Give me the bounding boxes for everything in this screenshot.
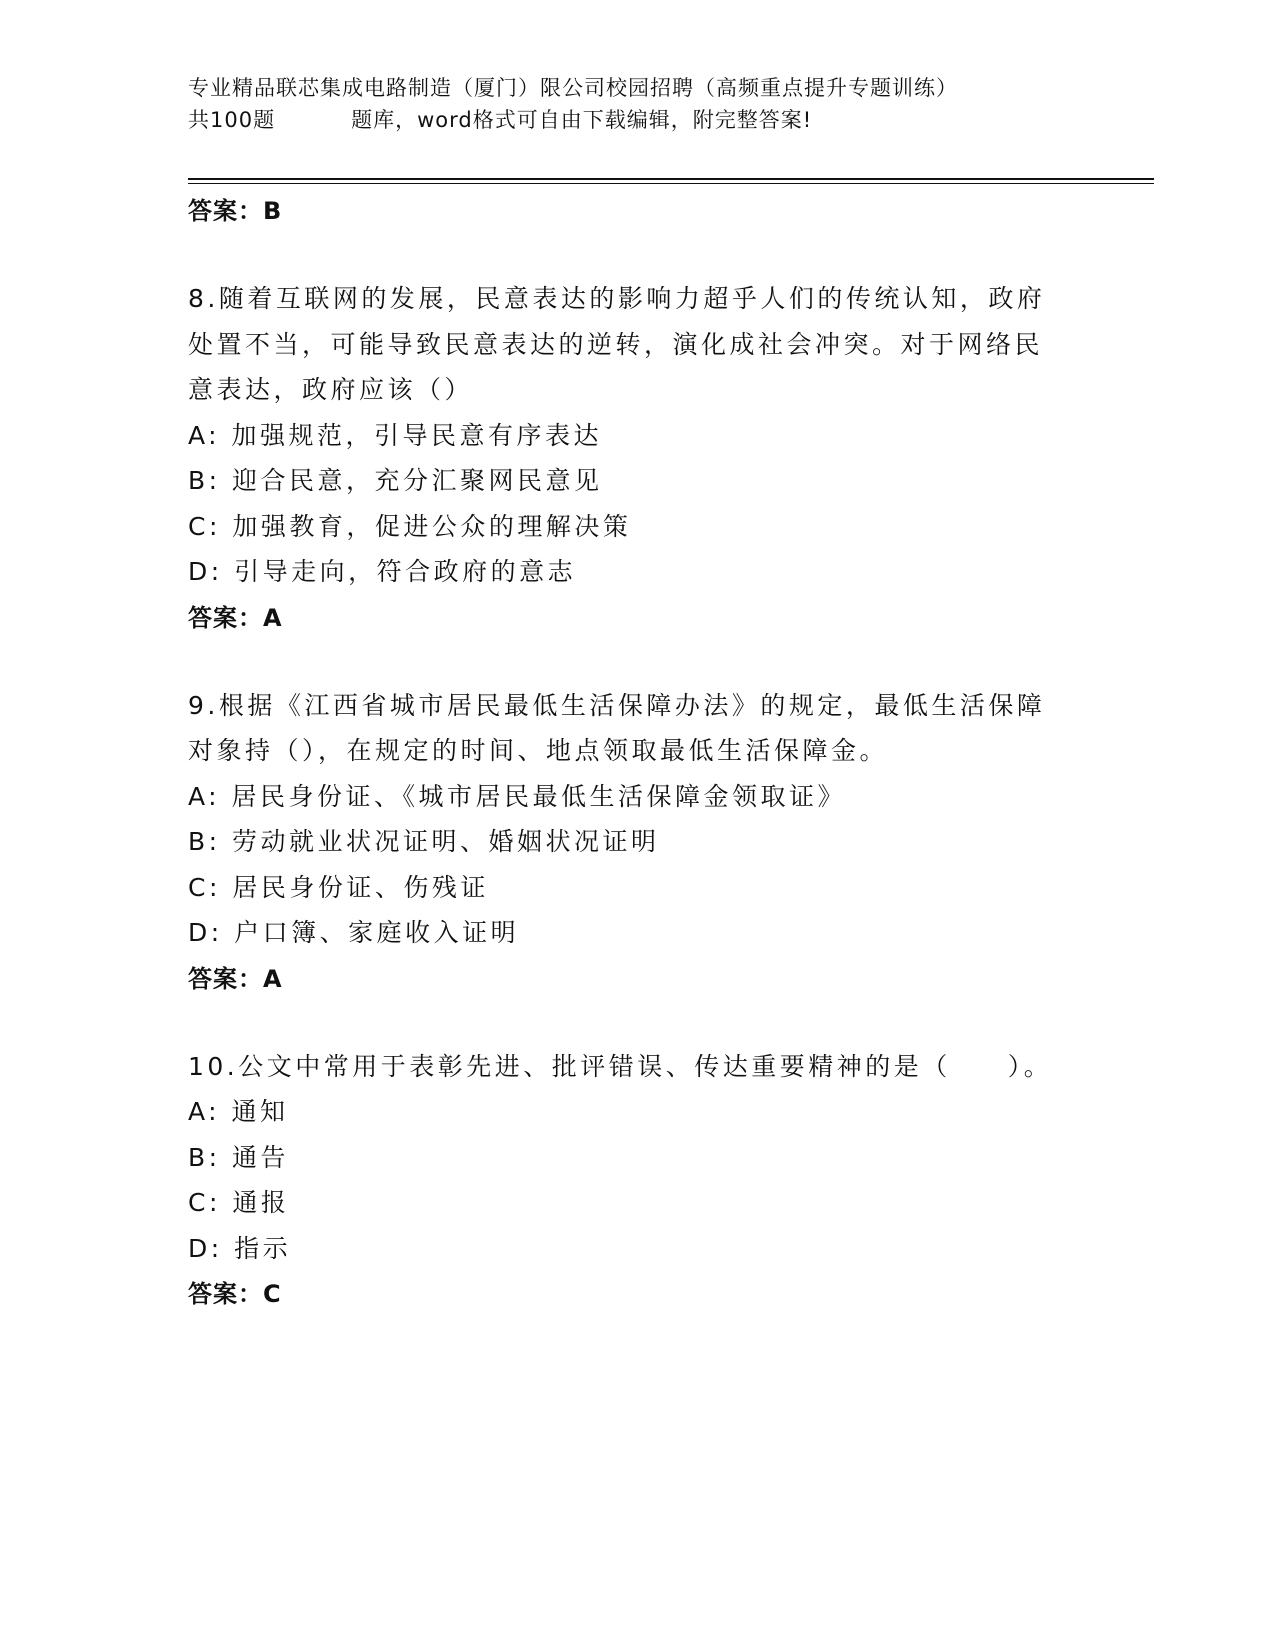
question-8-option-c: C: 加强教育，促进公众的理解决策 [188,511,632,541]
question-9 [188,683,1088,1002]
header-subtitle-line [188,104,1088,136]
question-9-option-c: C: 居民身份证、伤残证 [188,872,489,902]
question-8-option-d: D: 引导走向，符合政府的意志 [188,557,577,586]
question-text-line: 意表达，政府应该（） [188,375,474,404]
header-divider-thin [188,183,1154,184]
question-9-option-b: B: 劳动就业状况证明、婚姻状况证明 [188,827,660,856]
header-format-note: 题库，word格式可自由下载编辑，附完整答案! [351,108,813,132]
document-header [188,72,1088,136]
question-9-option-a: A: 居民身份证、《城市居民最低生活保障金领取证》 [188,781,847,811]
question-10-option-c: C: 通报 [188,1188,290,1217]
previous-answer: 答案：B [188,197,283,225]
question-10-option-b: B: 通告 [188,1142,290,1172]
header-title-line: 专业精品联芯集成电路制造（厦门）限公司校园招聘（高频重点提升专题训练） [188,76,958,100]
question-text-line: 对象持（），在规定的时间、地点领取最低生活保障金。 [188,736,889,765]
question-10-option-a: A: 通知 [188,1097,289,1126]
question-8 [188,276,1088,641]
question-9-text [188,683,1088,774]
document-body [188,188,1088,1317]
question-8-answer: 答案：A [188,603,283,632]
question-text-line: 9.根据《江西省城市居民最低生活保障办法》的规定，最低生活保障 [188,690,1046,720]
question-10 [188,1044,1088,1318]
question-8-text [188,276,1088,413]
question-text-line: 8.随着互联网的发展，民意表达的影响力超乎人们的传统认知，政府 [188,284,1046,313]
question-10-answer: 答案：C [188,1280,282,1308]
header-divider-thick [188,178,1154,180]
question-9-option-d: D: 户口簿、家庭收入证明 [188,918,520,947]
question-10-option-d: D: 指示 [188,1233,292,1263]
question-text-line: 处置不当，可能导致民意表达的逆转，演化成社会冲突。对于网络民 [188,329,1044,359]
question-text-line: 10.公文中常用于表彰先进、批评错误、传达重要精神的是（ ）。 [188,1051,1053,1081]
question-8-option-a: A: 加强规范，引导民意有序表达 [188,420,603,450]
question-10-text [188,1044,1088,1090]
header-question-count: 共100题 [188,108,276,132]
question-9-answer: 答案：A [188,964,283,993]
question-8-option-b: B: 迎合民意，充分汇聚网民意见 [188,466,603,495]
